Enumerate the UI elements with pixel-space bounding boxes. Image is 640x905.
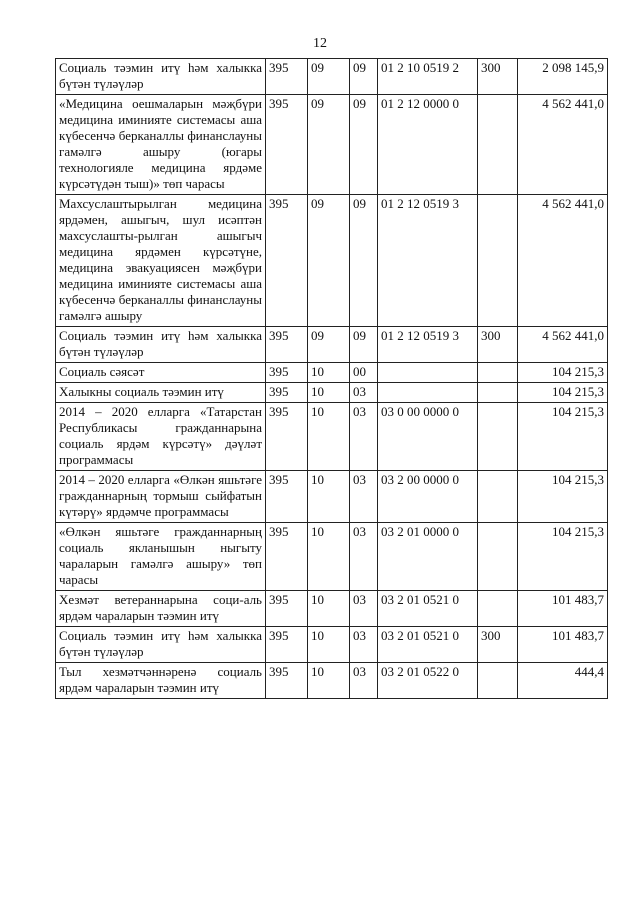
item-name-cell: «Өлкән яшьтәге гражданнарның социаль якланышын ныгыту чараларын гамәлгә ашыру» төп чарасы (56, 523, 266, 591)
subsection-code-cell: 03 (350, 523, 378, 591)
ministry-code-cell: 395 (266, 383, 308, 403)
expense-type-cell (478, 471, 518, 523)
item-name-cell: 2014 – 2020 елларга «Татарстан Республикасы гражданнарына социаль ярдәм күрсәтү» дәүләт программасы (56, 403, 266, 471)
target-article-cell: 03 2 01 0521 0 (378, 591, 478, 627)
table-row (56, 59, 608, 95)
target-article-cell (378, 383, 478, 403)
amount-cell: 4 562 441,0 (518, 327, 608, 363)
table-row (56, 663, 608, 699)
item-name-cell: Социаль сәясәт (56, 363, 266, 383)
amount-cell: 2 098 145,9 (518, 59, 608, 95)
section-code-cell: 09 (308, 327, 350, 363)
target-article-cell: 03 2 01 0522 0 (378, 663, 478, 699)
target-article-cell: 01 2 12 0519 3 (378, 195, 478, 327)
table-row (56, 195, 608, 327)
item-name-cell: Социаль тәэмин итү һәм халыкка бүтән түләүләр (56, 627, 266, 663)
expense-type-cell (478, 403, 518, 471)
subsection-code-cell: 03 (350, 663, 378, 699)
subsection-code-cell: 03 (350, 627, 378, 663)
section-code-cell: 10 (308, 471, 350, 523)
expense-type-cell: 300 (478, 627, 518, 663)
table-row (56, 627, 608, 663)
item-name-cell: Халыкны социаль тәэмин итү (56, 383, 266, 403)
subsection-code-cell: 09 (350, 327, 378, 363)
amount-cell: 4 562 441,0 (518, 95, 608, 195)
section-code-cell: 10 (308, 363, 350, 383)
subsection-code-cell: 09 (350, 59, 378, 95)
item-name-cell: Хезмәт ветераннарына соци-аль ярдәм чараларын тәэмин итү (56, 591, 266, 627)
ministry-code-cell: 395 (266, 195, 308, 327)
subsection-code-cell: 03 (350, 471, 378, 523)
item-name-cell: Тыл хезмәтчәннәренә социаль ярдәм чараларын тәэмин итү (56, 663, 266, 699)
target-article-cell (378, 363, 478, 383)
section-code-cell: 10 (308, 663, 350, 699)
amount-cell: 4 562 441,0 (518, 195, 608, 327)
table-row (56, 383, 608, 403)
subsection-code-cell: 09 (350, 195, 378, 327)
expense-type-cell (478, 363, 518, 383)
ministry-code-cell: 395 (266, 403, 308, 471)
ministry-code-cell: 395 (266, 663, 308, 699)
budget-table (55, 58, 608, 699)
subsection-code-cell: 00 (350, 363, 378, 383)
table-row (56, 327, 608, 363)
subsection-code-cell: 09 (350, 95, 378, 195)
amount-cell: 104 215,3 (518, 471, 608, 523)
ministry-code-cell: 395 (266, 327, 308, 363)
amount-cell: 104 215,3 (518, 383, 608, 403)
ministry-code-cell: 395 (266, 627, 308, 663)
target-article-cell: 01 2 12 0000 0 (378, 95, 478, 195)
ministry-code-cell: 395 (266, 363, 308, 383)
ministry-code-cell: 395 (266, 59, 308, 95)
amount-cell: 104 215,3 (518, 403, 608, 471)
section-code-cell: 09 (308, 95, 350, 195)
table-row (56, 591, 608, 627)
item-name-cell: Социаль тәэмин итү һәм халыкка бүтән түләүләр (56, 327, 266, 363)
target-article-cell: 03 2 01 0000 0 (378, 523, 478, 591)
subsection-code-cell: 03 (350, 383, 378, 403)
amount-cell: 101 483,7 (518, 591, 608, 627)
table-row (56, 471, 608, 523)
target-article-cell: 03 2 01 0521 0 (378, 627, 478, 663)
table-row (56, 523, 608, 591)
table-row (56, 363, 608, 383)
expense-type-cell (478, 523, 518, 591)
table-row (56, 95, 608, 195)
amount-cell: 444,4 (518, 663, 608, 699)
target-article-cell: 03 2 00 0000 0 (378, 471, 478, 523)
expense-type-cell (478, 95, 518, 195)
section-code-cell: 10 (308, 403, 350, 471)
section-code-cell: 09 (308, 59, 350, 95)
ministry-code-cell: 395 (266, 95, 308, 195)
target-article-cell: 01 2 10 0519 2 (378, 59, 478, 95)
expense-type-cell (478, 591, 518, 627)
expense-type-cell: 300 (478, 327, 518, 363)
subsection-code-cell: 03 (350, 591, 378, 627)
ministry-code-cell: 395 (266, 523, 308, 591)
amount-cell: 101 483,7 (518, 627, 608, 663)
subsection-code-cell: 03 (350, 403, 378, 471)
item-name-cell: 2014 – 2020 елларга «Өлкән яшьтәге гражданнарның тормыш сыйфатын күтәрү» ярдәмче программасы (56, 471, 266, 523)
ministry-code-cell: 395 (266, 591, 308, 627)
section-code-cell: 10 (308, 523, 350, 591)
ministry-code-cell: 395 (266, 471, 308, 523)
amount-cell: 104 215,3 (518, 523, 608, 591)
item-name-cell: «Медицина оешмаларын мәҗбүри медицина иминияте системасы аша күбесенчә берканаллы финанслауны гамәлгә ашыру (югары технологияле медицина ярдәме күрсәтүдән тыш)» төп чарасы (56, 95, 266, 195)
section-code-cell: 10 (308, 627, 350, 663)
expense-type-cell (478, 195, 518, 327)
item-name-cell: Махсуслаштырылган медицина ярдәмен, ашыгыч, шул исәптән махсуслашты-рылган ашыгыч медицина ярдәмен күрсәтүне, медицина эвакуациясен мәҗбүри медицина иминияте системасы аша күбесенчә берканаллы финанслауны гамәлгә ашыру (56, 195, 266, 327)
target-article-cell: 01 2 12 0519 3 (378, 327, 478, 363)
table-row (56, 403, 608, 471)
section-code-cell: 10 (308, 591, 350, 627)
expense-type-cell (478, 663, 518, 699)
amount-cell: 104 215,3 (518, 363, 608, 383)
section-code-cell: 10 (308, 383, 350, 403)
expense-type-cell: 300 (478, 59, 518, 95)
target-article-cell: 03 0 00 0000 0 (378, 403, 478, 471)
section-code-cell: 09 (308, 195, 350, 327)
expense-type-cell (478, 383, 518, 403)
page-number: 12 (313, 36, 327, 51)
item-name-cell: Социаль тәэмин итү һәм халыкка бүтән түләүләр (56, 59, 266, 95)
table-body (56, 59, 608, 699)
